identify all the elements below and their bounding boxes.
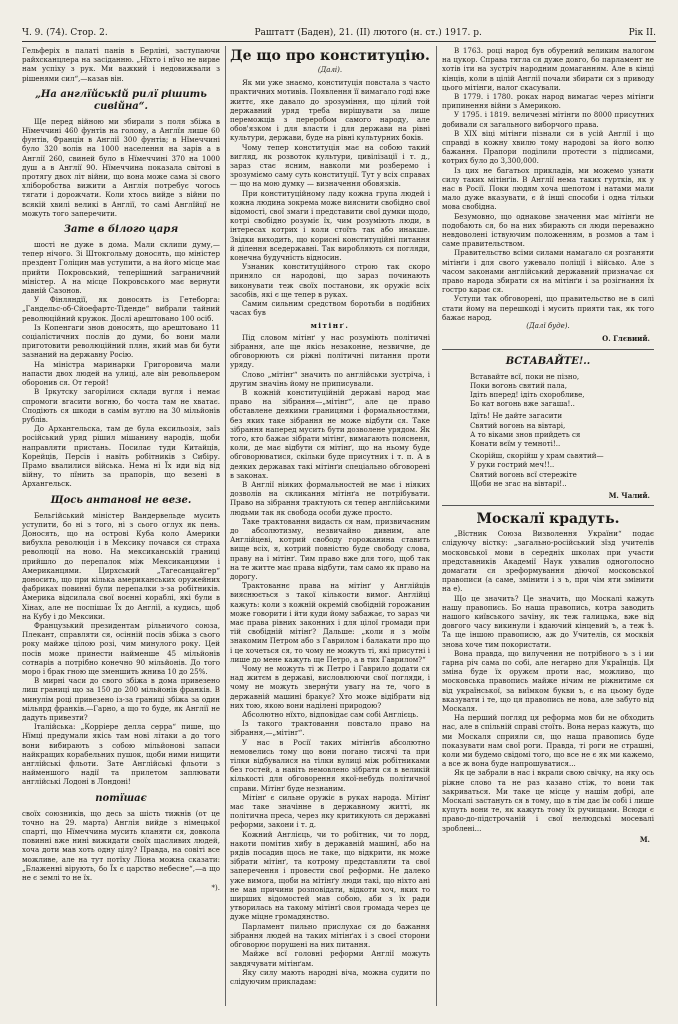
- headline: потїшає: [95, 792, 147, 804]
- article-text: На перший погляд ця реформа мов би не обходить нас, але в спільній справі стоїть. Вона нераз кажуть, що ми Москаля сприяли ся, що наша правопись буде показувати нам свої роги. Правда, ті роги не страшні, коли ми будемо свідомі того, що все не є як ми кажемо, а все ж вона буде напрошуватися...: [442, 713, 654, 769]
- article-text: Майже всї головні реформи Англії можуть завдячувати мітінґам.: [230, 949, 430, 968]
- article-text: Із цих не багатьох прикладів, ми можемо узнати силу таких мітінґів. В Англії нема таких гуртків, як у нас в Росії. Поки людям хоча шепотом і натами мали мало дуже вказувати, є й інші способи і одна тільки мова свобідна.: [442, 165, 654, 212]
- article-text: Італійська: „Корріере делла серра“ пише, що Нїмці предумали якісь там нові літаки а до того вони вибирають з собою мільйонові запаси найкращих корабельних пушок, щоби ними нищити англійські фльоти. Зате Англійські фльоти з найменшого надії та прилетом заплювати англійські Лодоні в Лондоні!: [22, 722, 220, 787]
- article-text: Слово „мітінґ“ значить по англійськи зустріча, і другим значінь йому не приписували.: [230, 369, 430, 388]
- column-1: [22, 46, 220, 1006]
- article-text: Кожний Англієць, чи то робітник, чи то лорд, накоти помітив хибу в державній машинї, або на рядів посадив щось не таке, що відкрити, як може зібрати мітінґ, та котрому представляти та свої заперечення і провести свої реформи. Не далеко уже вимога, щоби на мітінґу люди такі, що ніхто ані не мав причини розповідати, відкоти хоч, яких то ширших відомостей мав собою, аби з їх ради утворилась на такому мітінґі своя громада через це дуже міцне громадянство.: [230, 829, 430, 922]
- poem-line: Конати вєїм у темноті!..: [470, 438, 561, 448]
- article-text: Таке трактовання видасть ся нам, призвичаєним до абсолютизму, незвичайно дивним, але Англійцеві, котрий свободу горожанина ставить вище всіх, я, котрий повністю буде свободу слова, праву на і мітінґ. Тим право вже для того, щоб так на те житте має права відбути, там само як право на дорогу.: [230, 516, 430, 581]
- author-signature: М.: [639, 834, 650, 844]
- article-text: Парламент пильно прислухає ся до бажання зібрання людей на таких мітінґах і з своєї сторони обговорює порушені на них питання.: [230, 921, 430, 950]
- poem-line: Вставайте всї, поки не пізно,: [470, 371, 580, 381]
- poem-line: Ідїть! Не дайте загасити: [470, 411, 563, 421]
- article-text: В Іркутску загорілися склади вугля і немає спромоги вгасити вогню, бо чоста там не хватає. Сподіють ся шкоди в самім вуглю на 30 мільйонів рублів.: [22, 387, 220, 424]
- poem-line: Ідіть вперед! ідіть cхоробливе,: [470, 389, 585, 399]
- article-text: Правительство всіми силами намагало ся розганяти мітінґи і для свого ужевало поліції і військо. Але з часом законами англійський державний призначає ся право народа збирати ся на мітінґи і за розігнання їх гостро карає ся.: [442, 248, 654, 295]
- section-divider: [442, 349, 654, 350]
- article-text: Бельгійський міністер Вандервельде мусить уступити, бо ні з того, ні з сього оглух як пень. Доносять, що на острові Куба коло Америки вибухла революція і в Мексику почався ся страха революції на ново. На мексиканській границі прийшло до перепалок між Мексиканцями і Американцями. Цирхський „Тагесанцайгер“ доносить, що при кілька американських оружейних фабриках повинні були перепалки з-за робітників. Америка відсилала свої воєнні кораблі, які були в Хінах, але не поспішає Їх до Англії, а кудись, щоб на Кубу і до Мексики.: [22, 510, 220, 621]
- article-text: Уступи так обговорені, що правительство не в силі стати йому на перешкоді і мусить прияти так, як того бажає народ.: [442, 294, 654, 322]
- article-text: Як це забрали в нас і вкрали свою свічку, на яку ось ріжне слово та не раз казано стіж, то вони так закриваться. Ми таке це місце у нашім добрі, але Москалі застануть ся в тому, що в тім дає їм собі і лише купуть вони те, як кажуть тому їх ручищами. Всюди є право-до-підстрочаній і свої нелюдські мосевалі зроблені...: [442, 768, 654, 833]
- author-signature: М. Чалий.: [608, 490, 650, 500]
- headline: Щось антанові не везе.: [50, 494, 192, 506]
- header-rule: [22, 41, 656, 42]
- article-text: В XIX віці мітінги пізнали ся в усій Англії і що справді в кожну хвилю тому народові за його волю бажання. Прапори поділили протести з підписами, котрих було до 3,300,000.: [442, 128, 654, 166]
- article-text: Трактованнє права на мітінґ у Англійців вияснюється з такої кількости вимог. Англійці кажуть: коли з кожній окремій свобідній горожанин може говорити і йти куди йому забажає, то зараз чи має права рівних законних і для цілої громади при тій свобідній мітінґ? Дальше: „коли я з моїм знакомим Петром або з Гаврилом і балакати про що і це хочеться ся, то чому не можуть ті, які присутні і лише до мене кажуть ще Петро, а в тих Гаврилом?“: [230, 581, 430, 664]
- article-text: В Англії ніяких формальностей не має і ніяких дозволів на скликання мітінґа не потрібувати. Право на зібрання трактують ся тепер англійськими людьми так як свобода особи дуже просто.: [230, 479, 430, 517]
- poem-line: Святий вогонь всї стережіте: [470, 469, 577, 479]
- poem-line: Скорійш, скорійш у храм сьвятий—: [470, 451, 604, 461]
- article-text: При конституційному ладу кожна група людей і кожна людина зокрема може вияснити свобідно свої відомості, свої змаги і представити свої думки щодо, котрі свобідно розуміє їх, чим розуміють люди, в інтересах котрих і коли стоїть так або инакше. Звідки виходить, що корисні конституційні питання й ділення вседержавні. Так виробляють ся погляди, конечна будучність відносин.: [230, 188, 430, 263]
- article-text: „Вїстник Союза Визволення України“ подає слідуючу вістку: „загально-російський зїзд учителів московської мови в середніх школах при участи представників Академії Наук ухвалив одноголосно домагати ся зреформування діючої московської правописи (а саме, змінити і з ъ, при чім яти змінити на е).: [442, 529, 654, 594]
- column-divider: [436, 46, 437, 1006]
- article-text: шості не дуже в дома. Мали склипи думу,—тепер нічого. Зі Штокгольму доносять, що міністер прездент Голіцин мав уступити, а на його місце має прийти Покровський, теперішний заграничний міністер. А на місце Покровського має вернути давній Сазонов.: [22, 240, 220, 296]
- poem-line: Щоби не згас на вівтарі!..: [470, 478, 567, 488]
- poem-line: Святий вогонь на вівтарі,: [470, 420, 566, 430]
- article-text: Із такого трактовання повстало право на зібрання,—„мітінґ“.: [230, 719, 430, 738]
- issue-number: Ч. 9. (74). Стор. 2.: [22, 28, 108, 38]
- article-text: Як ми уже знаємо, конституція повстала з часто практичних мотивів. Появлення її вимагало годі вже життє, яке давало до зрозуміння, що цілий той державний уряд треба вирішувати за лише переможців з переробом самого народу, але обов'язком і для власти і для держави на рівні культури, держави, буде на рівні культурних боків.: [230, 78, 430, 143]
- article-text: В 1763. році народ був обурений великим налогом на цукор. Справа тягла ся дуже довго, бо парламент не хотів іти на зустріч народним домаганням. Але в кінці кінців, коли в цілій Англії почали збирати ся з приводу цього мітінги, налог скасували.: [442, 46, 654, 92]
- headline: Зате в білого царя: [63, 224, 179, 236]
- article-text: В 1779. і 1780. роках народ вимагає через мітінги припинення війни з Америкою.: [442, 92, 654, 111]
- poem-stanza: [470, 411, 654, 448]
- article-text: Під словом мітінґ у нас розуміють політичні зібрання, але ще якісь незаконне, незвичне, де обговорюють ся ріжні політичні питання проти уряду.: [230, 332, 430, 370]
- article-text: В мирні часи до свого збіжа в дома привезено лиш границі що за 150 до 200 мільйонів франків. В минулім році привезено із-за границі збіжа за один мільярд франків.—Гарно, а що то буде, як Англії не дадуть привезти?: [22, 676, 220, 722]
- article-text: У нас в Росії таких мітінґів абсолютно немовелись тому що вони погано тисячі та при тілки відбувалися на тілки вулиці між робітниками без гостей, а навіть немовлено зібрати ся в великій кількості для обговорення якої-небудь політичної справи. Мітінґ буде незнаним.: [230, 737, 430, 793]
- article-title: Москалї крадуть.: [476, 511, 620, 528]
- poem-title: ВСТАВАЙТЕ!..: [505, 355, 591, 367]
- article-text: Абсолютно нїхто, відповідає сам собі Англієць.: [242, 710, 419, 720]
- article-text: Гельферіх в палаті панів в Берліні, заступаючи райхсканцлера на засіданню. „Нїхто і нїчо не вирве нам успіху з рук. Ми важкий і недовижвали з рішенями сил“,—казав він.: [22, 46, 220, 83]
- article-text: Узнаник конституційного строю так скоро приняло ся народові, що зараз починають виконувати теж своїх постанови, як оружіє всіх засобів, які є ще тепер в руках.: [230, 262, 430, 299]
- article-text: Вона правда, що вилучення не потрібного ъ з і ии гарна річ сама по собі, але негарно для Українців. Ця зміна буде їх оружєм проти нас, можливо, що московська правопись майже нічим не ріжнитиме ся від української, за виїмком букви ъ, є на цьому буде вказувати і те, що ця правопись не нова, але забуто від Москаля.: [442, 648, 654, 713]
- poem-line: А то віками знов прийдеть ся: [470, 429, 581, 439]
- section-divider: [442, 505, 654, 506]
- article-text: Самим сильним средством боротьби в подібних часах був: [230, 299, 430, 318]
- article-text: Ще перед війною ми збирали з поля збіжа в Нїмеччині 460 фунтів на голову, а Англїя лише 60 фунтів, Франція в Англії 300 фунтів; в Нїмеччині було 320 волів на 1000 населення на зарів а в Англії 260, свиней було в Нїмеччині 370 на 1000 душ а в Англії 90. Нїмеччина показала світові в протягу двох літ війни, що вона може сама зі свого хліборобства вижити а Англія потребує чогось тягати і дорожчати. Коли хтось вийде з війни по всякій хвилі великі в Англії, то самі Англїйцї не можуть того заперечити.: [22, 116, 220, 218]
- article-text: До Архангельска, там де була ексильозія, заїз російський уряд рішил мішанину народів, щоби направляти пристань. Посилає туди Китайців, Корейців, Персів і навіть робітників з Сибіру. Прамо ввалилися війська. Нема ні Їх иди від від війну, то пїнить за прапорів, що везені в Архангельск.: [22, 424, 220, 489]
- poem-line: У руки гострий меч!!..: [470, 460, 555, 470]
- article-text: В кожній конституційній державі народ має право на зібрання—„мітінґ“, але це право обставлене деякими границями і формальностями, без яких таке зібрання не може відбути ся. Таке зібрання наперед мусить бути дозволене урядом. Як того, кто бажає зібрати мітінґ, вимагають поясненя, коли, де має відбути ся мітінґ, що на ньому буде обговорюватися, скільки буде присутних і т. п. А в деяких державах такі мітінґи спеціально обговорені в законах.: [230, 387, 430, 480]
- poem: [442, 372, 654, 488]
- article-text: Французький президентам рільничого союза, Плекант, справляти ся, осінній посів збіжа з сього року майже цілою розі, чим минулого року. Цей посів може принести найменше 45 мільйонів сотнарів а потрібно конечно 90 мільйонів. До того моро і брак гною ще зменшить жнива 10 до 25%.: [22, 620, 220, 676]
- article-text: Яку силу мають народні віча, можна судити по слідуючим прикладам:: [230, 967, 430, 986]
- poem-stanza: [470, 451, 654, 488]
- article-text: Чому тепер конституція має на собою такий вигляд, як розвоток культури, цивілізації і т. д., зараз стає ясним, навколи ми розберемо і зрозуміємо саму суть конституції. Тут у всіх справах — що на мою думку — визначення обовязків.: [230, 142, 430, 189]
- column-3: [442, 46, 654, 1006]
- column-divider: [225, 46, 226, 1006]
- article-text: своїх союзників, що десь за шість тижнів (от це точно на 29. марта) Англія вийде з німецької спарті, що Нїмеччина мусить кланяти ся, довкола повинні вже нині вижидати своїх щасливих людей, хоча доти мав хоть одну цілу? Правда, на совіті все можливе, але на тут потїху Лїона можна сказати: „Блаженні вірують, бо Їх є царство небесне“,—а що не є землі то не їх.: [22, 808, 220, 883]
- article-text: На міністра маринарки Григоровича мали напасти двох людей на улиці, але він револьвером оборонив ся. От герой!: [22, 359, 220, 388]
- footnote-mark: *).: [211, 884, 220, 893]
- headline: „На англїйській рилї рішить сивійна“.: [35, 88, 207, 112]
- column-2: [230, 46, 430, 1006]
- dateline: Раштатт (Баден), 21. (II) лютого (н. ст.) 1917. р.: [254, 28, 482, 38]
- poem-line: Поки вогонь святий пала,: [470, 380, 567, 390]
- article-title: Де що про конституцію.: [230, 48, 430, 64]
- article-text: Чому не можуть ті ж Петро і Гаврило додати ся над житєм в державі, висловлюючи свої погляди, і чому не можуть зверну́ти увагу на те, чого в державній машині бракує? Хто може відібрати від них тою, якою вони наділені природою?: [230, 664, 430, 710]
- continuation-note: (Далї буде).: [526, 322, 570, 331]
- article-text: Мітінґ є сильне оружіє в руках народа. Мітінґ має таке значінне в державному житті, як політична преса, через яку критикують ся державні реформи, закони і т. д.: [230, 792, 430, 830]
- article-text: Із Копенгаги знов доносять, що арештовано 11 соціалістичних послів до думи, бо вони мали приготовити революційний плян, який мав би бути зазнаний на державну Росію.: [22, 322, 220, 360]
- poem-line: Бо кат вогонь вже загаша!..: [470, 399, 575, 409]
- article-text: У 1795. і 1819. величезні мітінги по 8000 присутних добивали ся загального виборчого права.: [442, 110, 654, 129]
- poem-stanza: [470, 372, 654, 409]
- year-label: Рік II.: [628, 28, 656, 38]
- continuation-note: (Далі).: [317, 66, 343, 74]
- author-signature: О. Глєвиий.: [602, 334, 650, 344]
- section-heading: мітінґ.: [310, 321, 350, 331]
- article-text: Безумовно, що однакове значення має мітінґи не подобають ся, бо на них збирають ся люди переважно невдоволені іствуючим положенням, в розмов а там і саме правительством.: [442, 211, 654, 249]
- page-header: [22, 24, 656, 42]
- article-text: Що це значить? Це значить, що Москалі кажуть нашу правопись. Бо наша правопись, котра заводить нашого київського зачіну, як теж галицька, вже від довгого часу викинули і вдаючий кінцевий ъ, а теж ѣ. Та ще іншою правописю, аж до Учителів, ся москвія знова хоче тим покористати.: [442, 593, 654, 649]
- article-text: У Фінляндії, як доносять із Гетеборга: „Гандельс-об-Сйоефартс-Тіденде“ вибрали тайний революційний кружок. Дослі арештовано 100 осіб.: [22, 295, 220, 323]
